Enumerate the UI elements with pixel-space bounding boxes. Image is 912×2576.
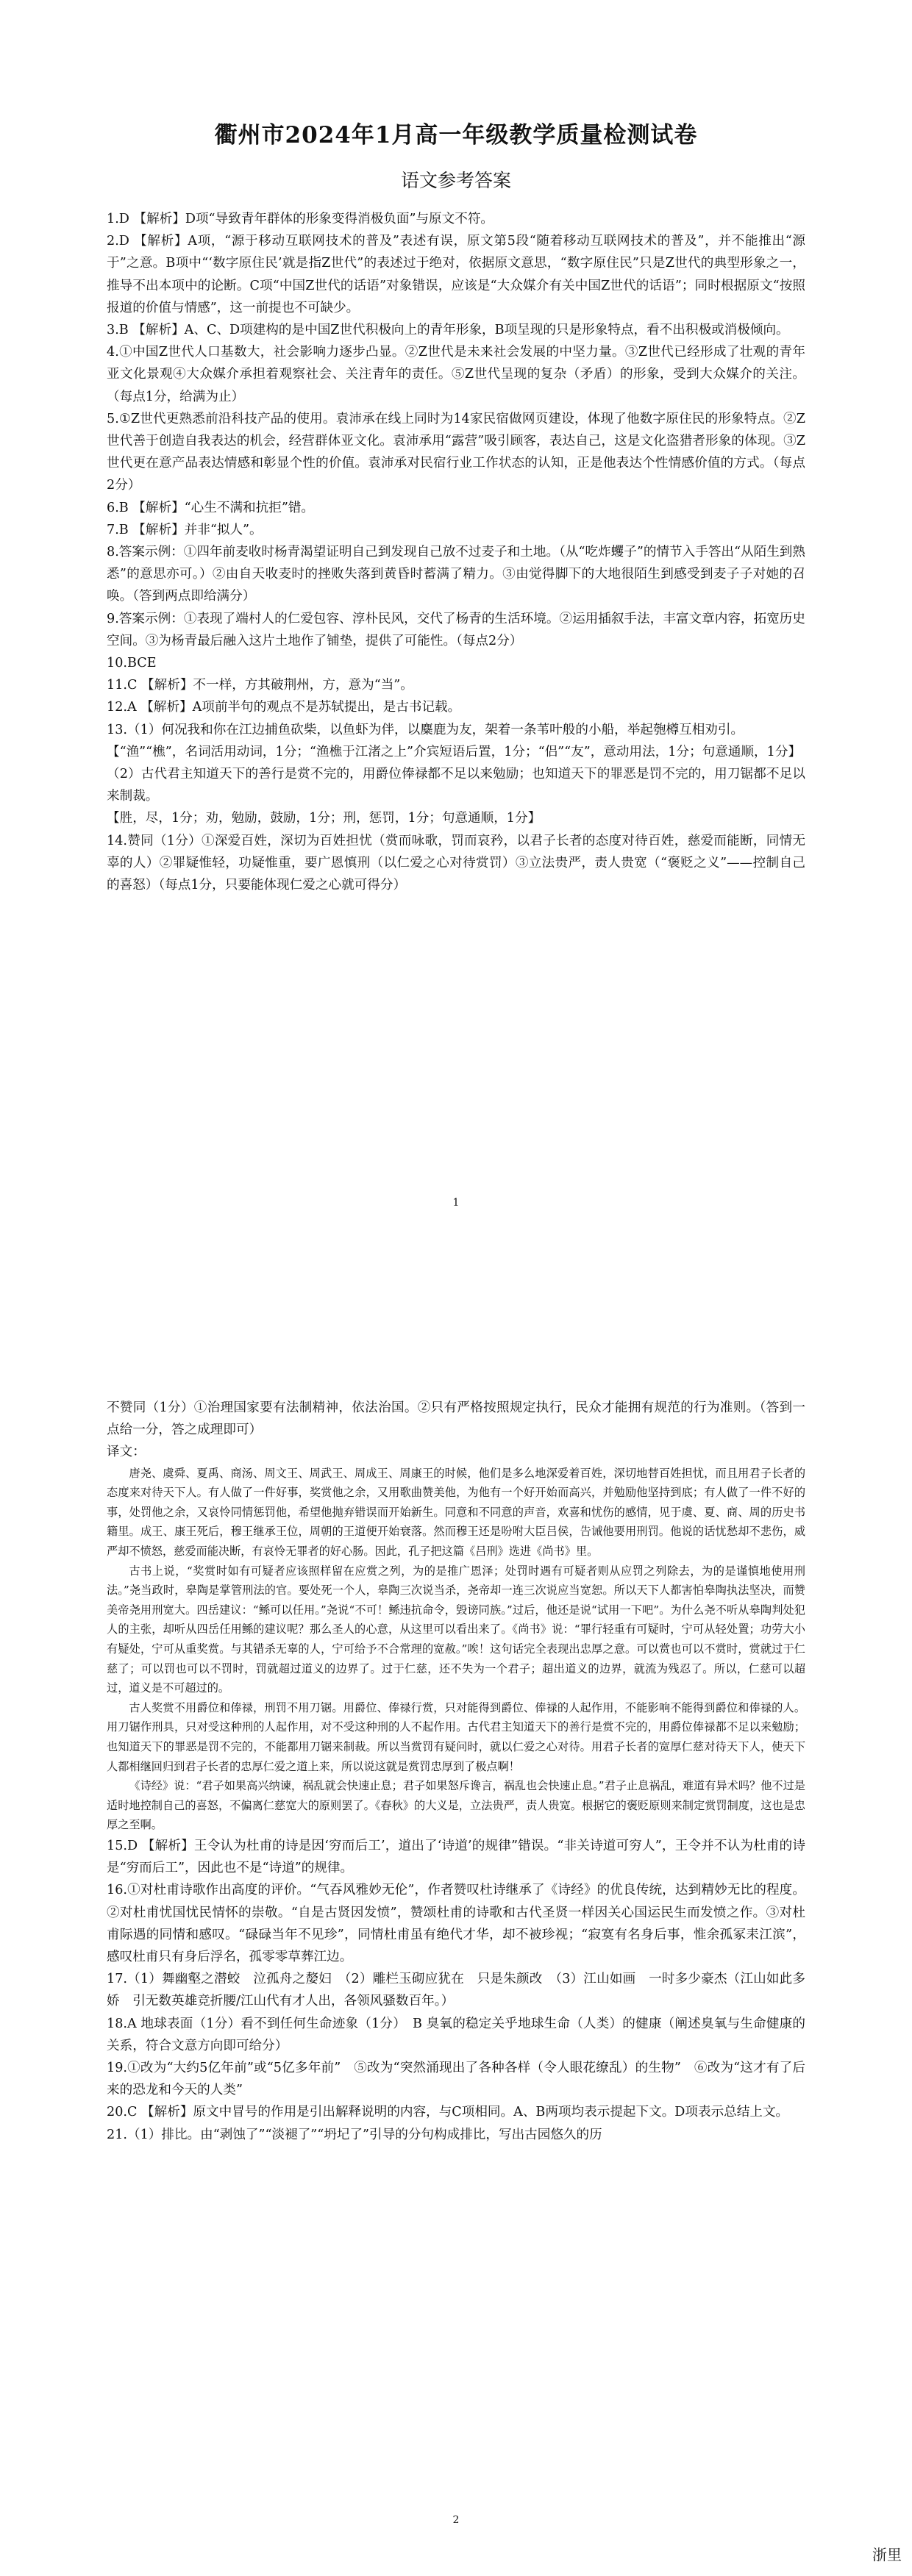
scoring-note: 【“渔”“樵”，名词活用动词，1分；“渔樵于江渚之上”介宾短语后置，1分；“侣”“友”，意动用法，1分；句意通顺，1分】 [107,744,802,759]
answer-item: 2.D 【解析】A项，“源于移动互联网技术的普及”表述有误，原文第5段“随着移动互联网技术的普及”，并不能推出“源于”之意。B项中“‘数字原住民’就是指Z世代”的表述过于绝对，依据原文意思，“数字原住民”只是Z世代的典型形象之一，推导不出本项中的论断。C项“中国Z世代的话语”对象错误，应该是“大众媒介有关中国Z世代的话语”；同时根据原文“按照报道的价值与情感”，这一前提也不可缺少。 [107,234,805,315]
answer-item: 3.B 【解析】A、C、D项建构的是中国Z世代积极向上的青年形象，B项呈现的只是形象特点，看不出积极或消极倾向。 [107,323,789,338]
answer-item: 11.C 【解析】不一样，方其破荆州，方，意为“当”。 [107,678,413,693]
answer-item: 5.①Z世代更熟悉前沿科技产品的使用。袁沛承在线上同时为14家民宿做网页建设，体现了他数字原住民的形象特点。②Z世代善于创造自我表达的机会，经营群体亚文化。袁沛承用“露营”吸引顾客，表达自己，这是文化盗猎者形象的体现。③Z世代更在意产品表达情感和彰显个性的价值。袁沛承对民宿行业工作状态的认知，正是他表达个性情感价值的方式。（每点2分） [107,411,805,493]
answer-item: 18.A 地球表面（1分）看不到任何生命迹象（1分） B 臭氧的稳定关乎地球生命（人类）的健康（阐述臭氧与生命健康的关系，符合文意方向即可给分） [107,2016,805,2053]
answer-item: 19.①改为“大约5亿年前”或“5亿多年前” ⑤改为“突然涌现出了各种各样（令人眼花缭乱）的生物” ⑥改为“这才有了后来的恐龙和今天的人类” [107,2060,805,2098]
page1-answers [107,208,805,896]
page-number: 2 [452,2514,460,2526]
scoring-note: 【胜，尽，1分；劝，勉励，鼓励，1分；刑，惩罚，1分；句意通顺，1分】 [107,811,541,826]
answer-item: 不赞同（1分）①治理国家要有法制精神，依法治国。②只有严格按照规定执行，民众才能拥有规范的行为准则。（答到一点给一分，答之成理即可） [107,1400,805,1438]
page2-answers [107,1397,805,2146]
answer-item: （2）古代君主知道天下的善行是赏不完的，用爵位俸禄都不足以来勉励；也知道天下的罪恶是罚不完的，用刀锯都不足以来制裁。 [107,767,805,804]
answer-item: 15.D 【解析】王令认为杜甫的诗是因‘穷而后工’，道出了‘诗道’的规律”错误。“非关诗道可穷人”，王令并不认为杜甫的诗是“穷而后工”，因此也不是“诗道”的规律。 [107,1838,805,1876]
translation-heading: 译文： [107,1445,146,1460]
translation-paragraph: 古人奖赏不用爵位和俸禄，刑罚不用刀锯。用爵位、俸禄行赏，只对能得到爵位、俸禄的人起作用，不能影响不能得到爵位和俸禄的人。用刀锯作刑具，只对受这种刑的人起作用，对不受这种刑的人不起作用。古代君主知道天下的善行是赏不完的，用爵位俸禄都不足以来勉励；也知道天下的罪恶是罚不完的，不能都用刀锯来制裁。所以当赏罚有疑问时，就以仁爱之心对待。用君子长者的宽厚仁慈对待天下人，使天下人都相继回归到君子长者的忠厚仁爱之道上来，所以说这就是赏罚忠厚到了极点啊！ [107,1700,805,1773]
answer-item: 13.（1）何况我和你在江边捕鱼砍柴，以鱼虾为伴，以麋鹿为友，架着一条苇叶般的小船，举起匏樽互相劝引。 [107,722,744,737]
answer-item: 12.A 【解析】A项前半句的观点不是苏轼提出，是古书记载。 [107,700,461,715]
translation-paragraph: 唐尧、虞舜、夏禹、商汤、周文王、周武王、周成王、周康王的时候，他们是多么地深爱着百姓，深切地替百姓担忧，而且用君子长者的态度来对待天下人。有人做了一件好事，奖赏他之余，又用歌曲赞美他，为他有一个好开始而高兴，并勉励他坚持到底；有人做了一件不好的事，处罚他之余，又哀怜同情惩罚他，希望他抛弃错误而开始新生。同意和不同意的声音，欢喜和忧伤的感情，见于虞、夏、商、周的历史书籍里。成王、康王死后，穆王继承王位，周朝的王道便开始衰落。然而穆王还是吩咐大臣吕侯，告诫他要用刑罚。他说的话忧愁却不悲伤，威严却不愤怒，慈爱而能决断，有哀怜无罪者的好心肠。因此，孔子把这篇《吕刑》选进《尚书》里。 [107,1466,805,1558]
page-number: 1 [452,1197,460,1209]
answer-item: 6.B 【解析】“心生不满和抗拒”错。 [107,500,315,515]
translation-paragraph: 古书上说，“奖赏时如有可疑者应该照样留在应赏之列，为的是推广恩泽；处罚时遇有可疑者则从应罚之列除去，为的是谨慎地使用刑法。”尧当政时，皋陶是掌管刑法的官。要处死一个人，皋陶三次说当杀，尧帝却一连三次说应当宽恕。所以天下人都害怕皋陶执法坚决，而赞美帝尧用刑宽大。四岳建议：“鲧可以任用。”尧说“不可！鲧违抗命令，毁谤同族。”过后，他还是说“试用一下吧”。为什么尧不听从皋陶判处犯人的主张，却听从四岳任用鲧的建议呢？那么圣人的心意，从这里可以看出来了。《尚书》说：“罪行轻重有可疑时，宁可从轻处置；功劳大小有疑处，宁可从重奖赏。与其错杀无辜的人，宁可给予不合常理的宽赦。”唉！这句话完全表现出忠厚之意。可以赏也可以不赏时，赏就过于仁慈了；可以罚也可以不罚时，罚就超过道义的边界了。过于仁慈，还不失为一个君子；超出道义的边界，就流为残忍了。所以，仁慈可以超过，道义是不可超过的。 [107,1564,805,1695]
answer-item: 14.赞同（1分）①深爱百姓，深切为百姓担忧（赏而咏歌，罚而哀矜，以君子长者的态度对待百姓，慈爱而能断，同情无辜的人）②罪疑惟轻，功疑惟重，要广恩慎刑（以仁爱之心对待赏罚）③立法贵严，责人贵宽（“褒贬之义”——控制自己的喜怒）（每点1分，只要能体现仁爱之心就可得分） [107,833,805,893]
answer-item: 1.D 【解析】D项“导致青年群体的形象变得消极负面”与原文不符。 [107,212,494,226]
answer-item: 10.BCE [107,656,157,671]
answer-item: 9.答案示例：①表现了端村人的仁爱包容、淳朴民风，交代了杨青的生活环境。②运用插叙手法，丰富文章内容，拓宽历史空间。③为杨青最后融入这片土地作了铺垫，提供了可能性。（每点2分） [107,611,805,648]
answer-item: 4.①中国Z世代人口基数大，社会影响力逐步凸显。②Z世代是未来社会发展的中坚力量。③Z世代已经形成了壮观的青年亚文化景观④大众媒介承担着观察社会、关注青年的责任。⑤Z世代呈现的复杂（矛盾）的形象，受到大众媒介的关注。（每点1分，给满为止） [107,345,805,404]
translation-paragraph: 《诗经》说：“君子如果高兴纳谏，祸乱就会快速止息；君子如果怒斥谗言，祸乱也会快速止息。”君子止息祸乱，难道有异术吗？他不过是适时地控制自己的喜怒，不偏离仁慈宽大的原则罢了。《春秋》的大义是，立法贵严，责人贵宽。根据它的褒贬原则来制定赏罚制度，这也是忠厚之至啊。 [107,1779,805,1832]
answer-item: 8.答案示例：①四年前麦收时杨青渴望证明自己到发现自己放不过麦子和土地。（从“吃炸蠼子”的情节入手答出“从陌生到熟悉”的意思亦可。）②由自天收麦时的挫败失落到黄昏时蓄满了精力。③由觉得脚下的大地很陌生到感受到麦子子对她的召唤。（答到两点即给满分） [107,545,805,604]
answer-item: 21.（1）排比。由“剥蚀了”“淡褪了”“坍圮了”引导的分句构成排比，写出古园悠久的历 [107,2127,602,2142]
publisher-seal: 浙里 [872,2546,902,2564]
answer-item: 16.①对杜甫诗歌作出高度的评价。“气吞风雅妙无伦”，作者赞叹杜诗继承了《诗经》的优良传统，达到精妙无比的程度。②对杜甫忧国忧民情怀的崇敬。“自是古贤因发愤”，赞颂杜甫的诗歌和古代圣贤一样因关心国运民生而发愤之作。③对杜甫际遇的同情和感叹。“碌碌当年不见珍”，同情杜甫虽有绝代才华，却不被珍视；“寂寞有名身后事，惟余孤冢耒江滨”，感叹杜甫只有身后浮名，孤零零草葬江边。 [107,1883,805,1964]
answer-page-2 [0,1288,912,2576]
answer-subtitle: 语文参考答案 [400,170,511,191]
exam-title: 衢州市2024年1月高一年级教学质量检测试卷 [214,122,698,149]
translation-block [107,1464,805,1835]
answer-item: 20.C 【解析】原文中冒号的作用是引出解释说明的内容，与C项相同。A、B两项均表示提起下文。D项表示总结上文。 [107,2105,789,2120]
answer-item: 17.（1）舞幽壑之潜蛟 泣孤舟之嫠妇 （2）雕栏玉砌应犹在 只是朱颜改 （3）江山如画 一时多少豪杰（江山如此多娇 引无数英雄竞折腰/江山代有才人出，各领风骚数百年。） [107,1972,805,2009]
answer-item: 7.B 【解析】并非“拟人”。 [107,522,263,537]
